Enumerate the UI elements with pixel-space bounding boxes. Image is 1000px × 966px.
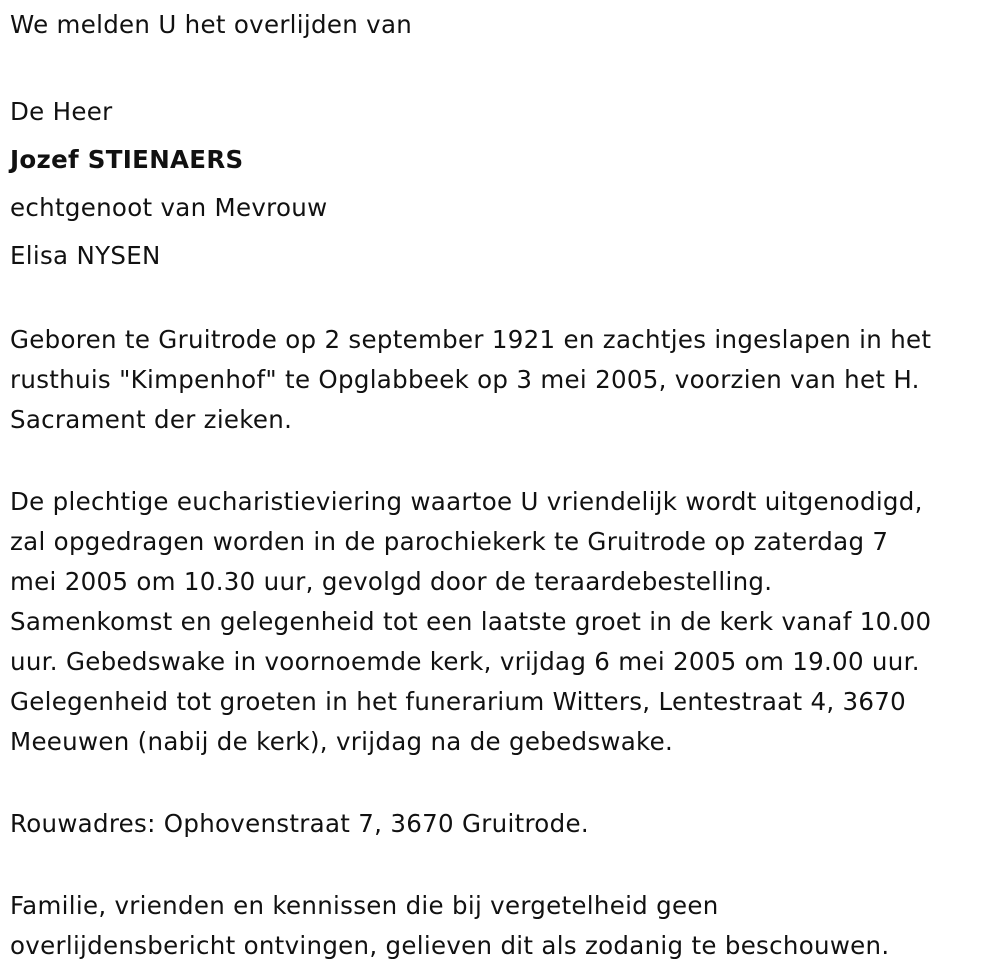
ceremony-line: Gelegenheid tot groeten in het funerarium Witters, Lentestraat 4, 3670 (10, 687, 907, 716)
closing-line: Familie, vrienden en kennissen die bij vergetelheid geen (10, 891, 719, 920)
intro-section (10, 0, 990, 40)
ceremony-line: zal opgedragen worden in de parochiekerk te Gruitrode op zaterdag 7 (10, 527, 889, 556)
salutation: De Heer (10, 97, 113, 126)
intro-text: We melden U het overlijden van (10, 10, 413, 39)
ceremony-line: De plechtige eucharistieviering waartoe U vriendelijk wordt uitgenodigd, (10, 487, 923, 516)
deceased-block (10, 88, 990, 280)
ceremony-line: Meeuwen (nabij de kerk), vrijdag na de gebedswake. (10, 727, 674, 756)
spouse-label: echtgenoot van Mevrouw (10, 193, 328, 222)
birth-line: rusthuis "Kimpenhof" te Opglabbeek op 3 mei 2005, voorzien van het H. (10, 365, 920, 394)
ceremony-line: mei 2005 om 10.30 uur, gevolgd door de teraardebestelling. (10, 567, 773, 596)
ceremony-line: Samenkomst en gelegenheid tot een laatste groet in de kerk vanaf 10.00 (10, 607, 932, 636)
closing-line: overlijdensbericht ontvingen, gelieven dit als zodanig te beschouwen. (10, 931, 890, 960)
spouse-name: Elisa NYSEN (10, 241, 161, 270)
address-paragraph (10, 804, 990, 844)
ceremony-line: uur. Gebedswake in voornoemde kerk, vrijdag 6 mei 2005 om 19.00 uur. (10, 647, 920, 676)
closing-paragraph (10, 886, 990, 966)
ceremony-paragraph (10, 482, 990, 762)
birth-line: Sacrament der zieken. (10, 405, 293, 434)
deceased-name: Jozef STIENAERS (10, 145, 244, 174)
mourning-address: Rouwadres: Ophovenstraat 7, 3670 Gruitrode. (10, 809, 589, 838)
birth-line: Geboren te Gruitrode op 2 september 1921 en zachtjes ingeslapen in het (10, 325, 932, 354)
birth-paragraph (10, 320, 990, 440)
